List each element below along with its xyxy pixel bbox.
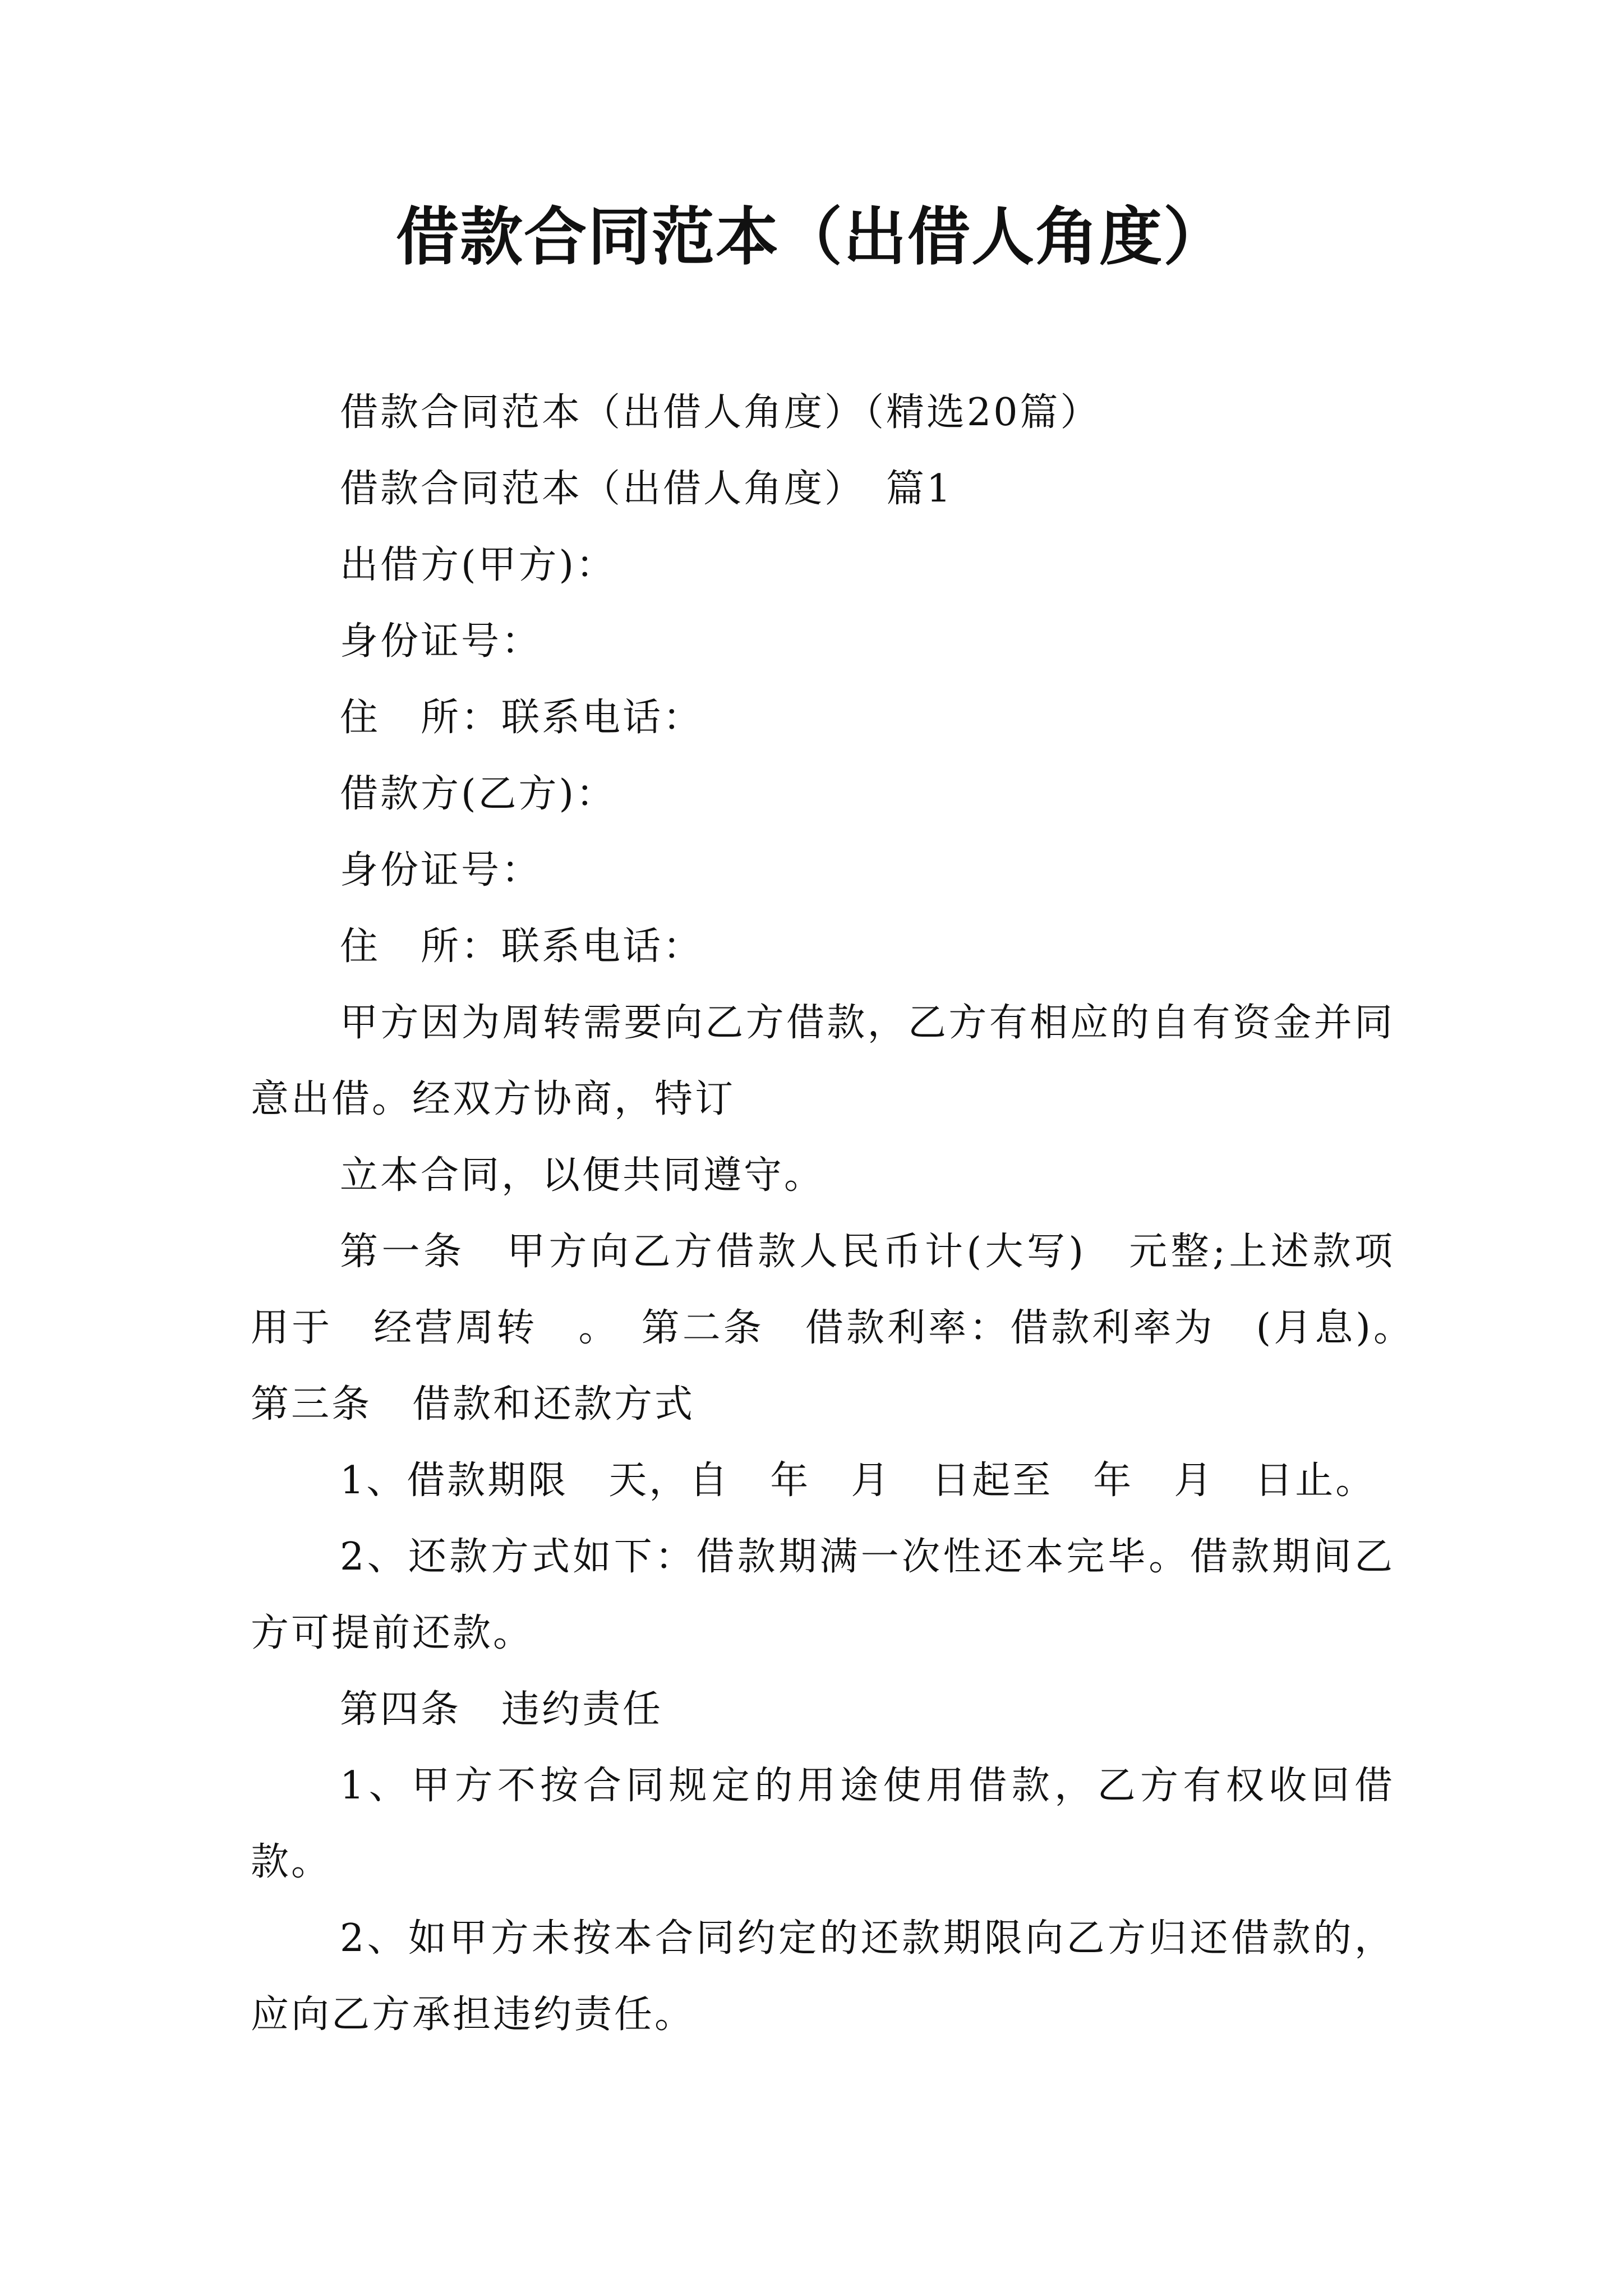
lender-address-phone-line: 住 所：联系电话： [340,696,704,740]
borrower-address-phone-line: 住 所：联系电话： [340,924,704,969]
articles-1-3-paragraph: 第一条 甲方向乙方借款人民币计(大写) 元整;上述款项用于 经营周转 。 第二条 借款利率：借款利率为 (月息)。 第三条 借款和还款方式 [251,1230,1436,1427]
breach-clause-1: 1、甲方不按合同规定的用途使用借款，乙方有权收回借款。 [251,1764,1395,1884]
document-title: 借款合同范本（出借人角度） [396,201,1227,274]
preamble-continuation: 立本合同，以便共同遵守。 [340,1153,825,1198]
document-body [251,375,1436,2053]
preamble-paragraph: 甲方因为周转需要向乙方借款，乙方有相应的自有资金并同意出借。经双方协商，特订 [251,1001,1395,1121]
repayment-method-clause: 2、还款方式如下：借款期满一次性还本完毕。借款期间乙方可提前还款。 [251,1535,1395,1655]
breach-clause-2: 2、如甲方未按本合同约定的还款期限向乙方归还借款的，应向乙方承担违约责任。 [251,1916,1395,2037]
lender-party-line: 出借方(甲方)： [340,543,617,587]
borrower-id-line: 身份证号： [340,848,542,892]
article-4-heading: 第四条 违约责任 [340,1687,663,1732]
borrower-party-line: 借款方(乙方)： [340,772,617,816]
section-heading-part-1: 借款合同范本（出借人角度） 篇1 [340,467,953,511]
subtitle-collection: 借款合同范本（出借人角度）（精选20篇） [340,390,1101,435]
loan-term-clause: 1、借款期限 天，自 年 月 日起至 年 月 日止。 [340,1458,1376,1503]
lender-id-line: 身份证号： [340,619,542,664]
